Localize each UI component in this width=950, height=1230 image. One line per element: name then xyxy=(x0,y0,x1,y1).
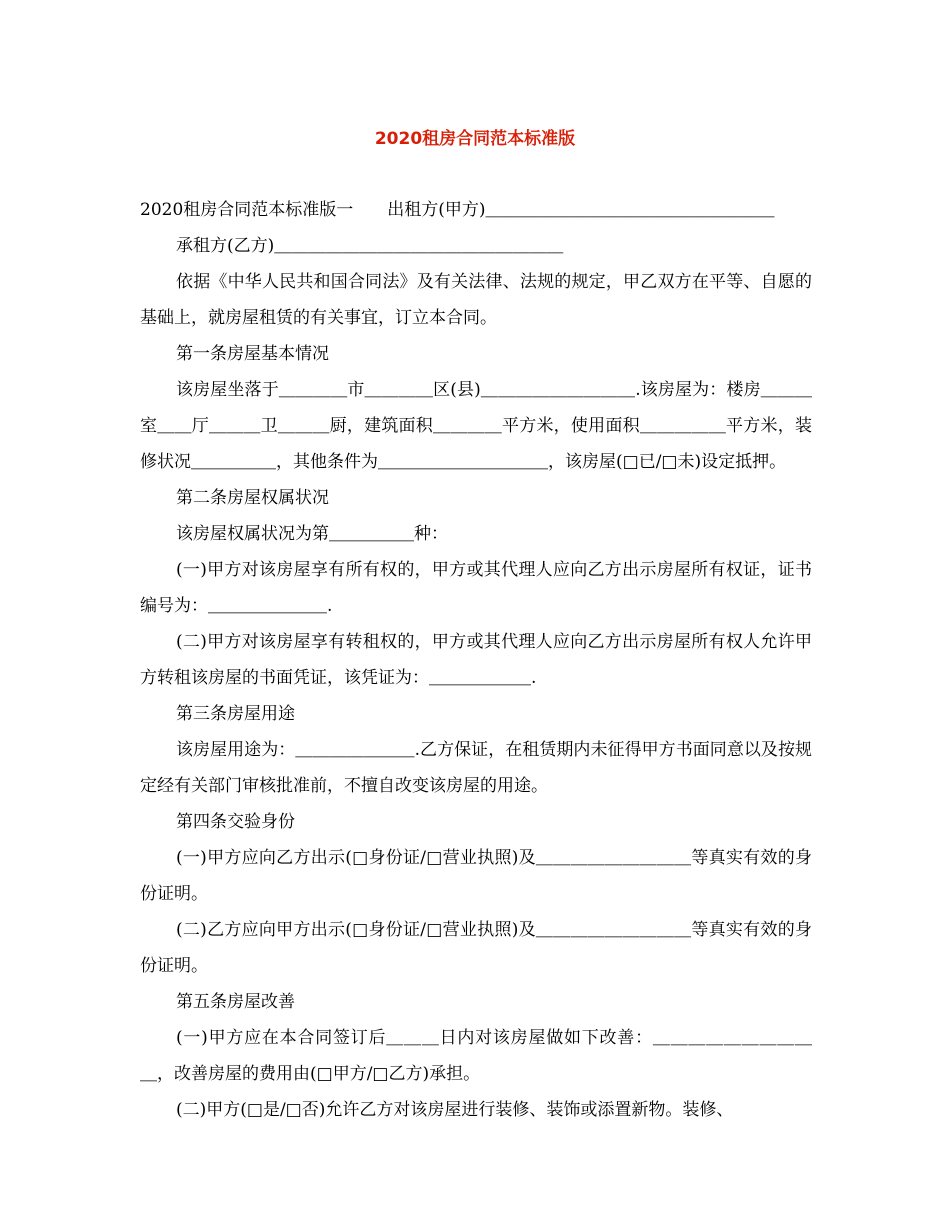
paragraph-ownership-2: (二)甲方对该房屋享有转租权的，甲方或其代理人应向乙方出示房屋所有权人允许甲方转租该房屋的书面凭证，该凭证为：＿＿＿＿＿＿. xyxy=(140,632,812,688)
paragraph-basis: 依据《中华人民共和国合同法》及有关法律、法规的规定，甲乙双方在平等、自愿的基础上，就房屋租赁的有关事宜，订立本合同。 xyxy=(140,272,812,328)
paragraph-tenant: 承租方(乙方)＿＿＿＿＿＿＿＿＿＿＿＿＿＿＿＿＿ xyxy=(176,236,564,256)
section-heading-1: 第一条房屋基本情况 xyxy=(176,344,329,364)
paragraph-ownership-type: 该房屋权属状况为第＿＿＿＿＿种： xyxy=(176,524,448,544)
paragraph-ownership-1: (一)甲方对该房屋享有所有权的，甲方或其代理人应向乙方出示房屋所有权证，证书编号为：＿＿＿＿＿＿＿. xyxy=(140,560,812,616)
paragraph-opening: 2020租房合同范本标准版一 出租方(甲方)＿＿＿＿＿＿＿＿＿＿＿＿＿＿＿＿＿ xyxy=(140,200,775,220)
document-title: 2020租房合同范本标准版 xyxy=(374,129,576,149)
paragraph-improvement-1: (一)甲方应在本合同签订后＿＿＿日内对该房屋做如下改善：＿＿＿＿＿＿＿＿＿＿，改善房屋的费用由(□甲方/□乙方)承担。 xyxy=(140,1028,812,1084)
paragraph-improvement-2: (二)甲方(□是/□否)允许乙方对该房屋进行装修、装饰或添置新物。装修、 xyxy=(176,1100,734,1120)
paragraph-usage: 该房屋用途为：＿＿＿＿＿＿＿.乙方保证，在租赁期内未征得甲方书面同意以及按规定经有关部门审核批准前，不擅自改变该房屋的用途。 xyxy=(140,740,812,796)
paragraph-identity-2: (二)乙方应向甲方出示(□身份证/□营业执照)及＿＿＿＿＿＿＿＿＿等真实有效的身份证明。 xyxy=(140,920,812,976)
paragraph-property-info: 该房屋坐落于＿＿＿＿市＿＿＿＿区(县)＿＿＿＿＿＿＿＿＿.该房屋为：楼房＿＿＿室＿＿厅＿＿＿卫＿＿＿厨，建筑面积＿＿＿＿平方米，使用面积＿＿＿＿＿平方米，装修状况＿＿＿＿＿，其他条件为＿＿＿＿＿＿＿＿＿＿，该房屋(□已/□未)设定抵押。 xyxy=(140,380,812,472)
section-heading-4: 第四条交验身份 xyxy=(176,812,295,832)
section-heading-5: 第五条房屋改善 xyxy=(176,992,295,1012)
contract-body xyxy=(140,192,812,1128)
paragraph-identity-1: (一)甲方应向乙方出示(□身份证/□营业执照)及＿＿＿＿＿＿＿＿＿等真实有效的身份证明。 xyxy=(140,848,812,904)
section-heading-3: 第三条房屋用途 xyxy=(176,704,295,724)
section-heading-2: 第二条房屋权属状况 xyxy=(176,488,329,508)
